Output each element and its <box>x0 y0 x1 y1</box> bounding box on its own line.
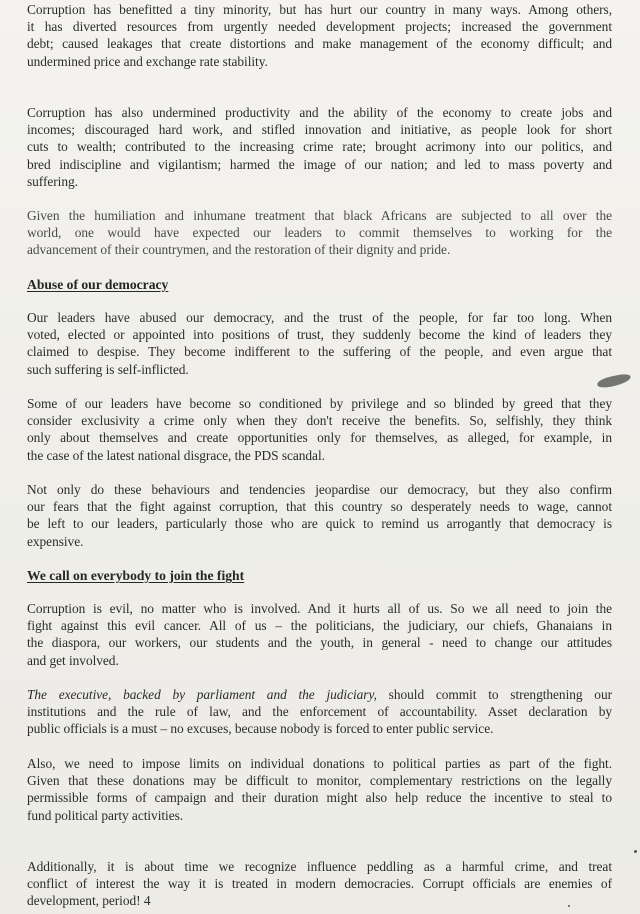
paragraph-jeopardise-democracy <box>27 481 612 550</box>
text-line: suffering. <box>27 173 78 189</box>
text-line: undermined price and exchange rate stability. <box>27 53 268 69</box>
text-line: institutions and the rule of law, and the enforcement of accountability. Asset declaration by <box>27 704 612 720</box>
paragraph-corruption-is-evil <box>27 600 612 669</box>
paragraph-corruption-harm <box>27 1 612 70</box>
text-line: Corruption has benefitted a tiny minority, but has hurt our country in many ways. Among others, <box>27 2 612 17</box>
text-line: incomes; discouraged hard work, and stifled innovation and initiative, as people look for short <box>27 122 612 138</box>
paragraph-humiliation <box>27 207 612 259</box>
text-line: such suffering is self-inflicted. <box>27 361 189 377</box>
section-heading-abuse-of-democracy: Abuse of our democracy <box>27 277 169 292</box>
text-line: and get involved. <box>27 652 119 668</box>
paragraph-leaders-abused <box>27 309 612 378</box>
text-line: the diaspora, our workers, our students and the youth, in general - need to change our attitudes <box>27 635 612 651</box>
text-line: voted, elected or appointed into positions of trust, they suddenly become the kind of leaders they <box>27 327 612 343</box>
text-line: permissible forms of campaign and their duration might also help reduce the incentive to steal to <box>27 790 612 806</box>
text-line: advancement of their countrymen, and the restoration of their dignity and pride. <box>27 242 451 258</box>
text-line: it has diverted resources from urgently needed development projects; increased the government <box>27 19 612 35</box>
ink-speck <box>568 905 570 907</box>
text-line: Given that these donations may be difficult to monitor, complementary restrictions on the legally <box>27 773 612 789</box>
text-line: our fears that the fight against corruption, that this country so desperately needs to wage, cannot <box>27 499 612 515</box>
text-line: Given the humiliation and inhumane treatment that black Africans are subjected to all over the <box>27 208 612 223</box>
text-line: Our leaders have abused our democracy, and the trust of the people, for far too long. When <box>27 310 612 325</box>
paragraph-productivity <box>27 104 612 190</box>
section-heading-join-the-fight: We call on everybody to join the fight <box>27 568 245 583</box>
text-line: expensive. <box>27 533 84 549</box>
paragraph-influence-peddling <box>27 858 612 910</box>
text-line: world, one would have expected our leaders to commit themselves to working for the <box>27 225 612 241</box>
text-line: Additionally, it is about time we recognize influence peddling as a harmful crime, and treat <box>27 859 612 874</box>
paragraph-donation-limits <box>27 755 612 824</box>
text-line: Not only do these behaviours and tendencies jeopardise our democracy, but they also confirm <box>27 482 612 497</box>
italic-lead-text: The executive, backed by parliament and the judiciary, <box>27 687 377 702</box>
text-line: bred indiscipline and vigilantism; harmed the image of our nation; and led to mass poverty and <box>27 156 612 172</box>
text-line: cuts to wealth; contributed to the increasing crime rate; brought acrimony into our politics, and <box>27 139 612 155</box>
text-line: the case of the latest national disgrace, the PDS scandal. <box>27 447 325 463</box>
text-line: only about themselves and create opportunities only for themselves, as alleged, for example, in <box>27 430 612 446</box>
text-line: be left to our leaders, particularly those who are quick to remind us arrogantly that democracy is <box>27 516 612 532</box>
text-line: Some of our leaders have become so conditioned by privilege and so blinded by greed that they <box>27 396 612 411</box>
text-line: Also, we need to impose limits on individual donations to political parties as part of the fight. <box>27 756 612 771</box>
ink-speck <box>634 850 637 853</box>
text-line <box>27 686 612 703</box>
text-line: development, period! 4 <box>27 893 151 909</box>
paragraph-privilege-greed <box>27 395 612 464</box>
text-line: public officials is a must – no excuses, because nobody is forced to enter public service. <box>27 721 494 737</box>
text-line-continuation: should commit to strengthening our <box>376 687 612 702</box>
paragraph-executive-commit <box>27 686 612 738</box>
text-line: Corruption is evil, no matter who is involved. And it hurts all of us. So we all need to join the <box>27 601 612 616</box>
text-line: debt; caused leakages that create distortions and make management of the economy difficult; and <box>27 36 612 52</box>
text-line: fight against this evil cancer. All of us – the politicians, the judiciary, our chiefs, Ghanaians in <box>27 618 612 634</box>
text-line: conflict of interest the way it is treated in modern democracies. Corrupt officials are enemies of <box>27 876 612 892</box>
text-line: fund political party activities. <box>27 807 184 823</box>
text-line: claimed to despise. They become indifferent to the suffering of the people, and even argue that <box>27 344 612 360</box>
text-line: consider exclusivity a crime only when they don't receive the benefits. So, selfishly, they think <box>27 413 612 429</box>
text-line: Corruption has also undermined productivity and the ability of the economy to create jobs and <box>27 105 612 120</box>
